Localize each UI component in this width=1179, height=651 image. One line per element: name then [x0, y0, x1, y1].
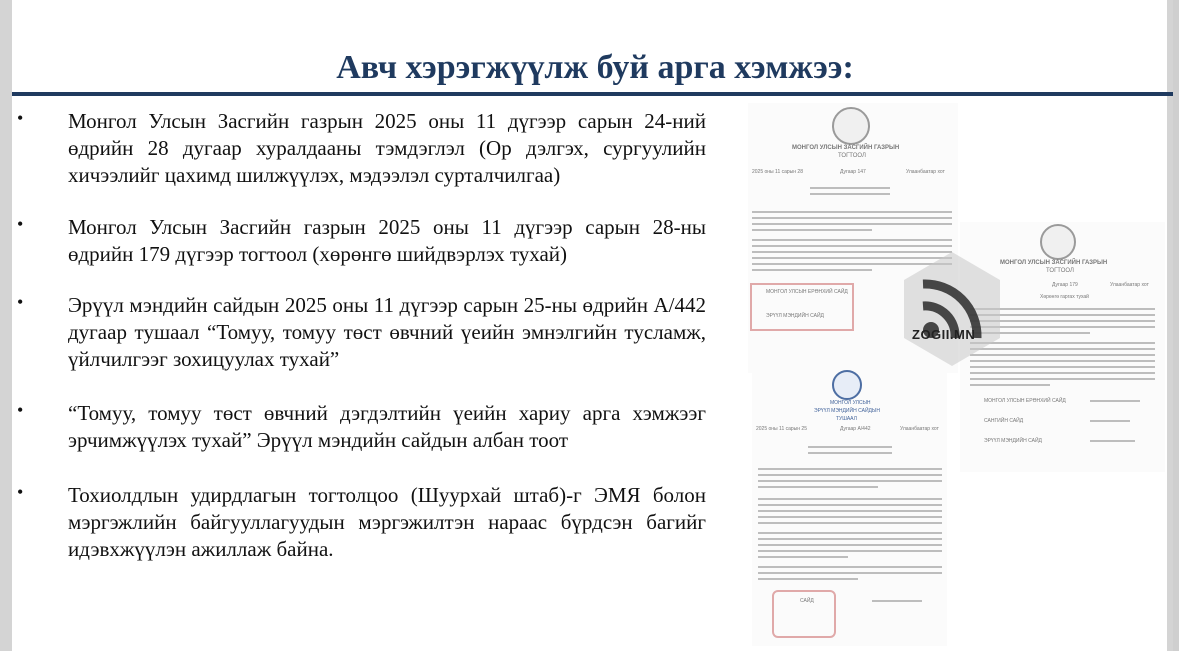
doc-header: МОНГОЛ УЛСЫН	[830, 400, 871, 406]
bullet-text: Эрүүл мэндийн сайдын 2025 оны 11 дүгээр сарын 25-ны өдрийн А/442 дугаар тушаал “Томуу, томуу төст өвчний үеийн эмнэлгийн тусламж, үйлчилгээг зохицуулах тухай”	[68, 293, 706, 371]
doc-place: Улаанбаатар хот	[1110, 282, 1149, 288]
doc-subheader: ТУШААЛ	[836, 416, 857, 422]
doc-subheader: ТОГТООЛ	[838, 153, 866, 159]
doc-number: Дугаар 147	[840, 169, 866, 175]
doc-text-line	[810, 193, 890, 195]
doc-text-line	[758, 550, 942, 552]
doc-text-line	[758, 510, 942, 512]
doc-text-line	[1090, 420, 1130, 422]
doc-text-line	[758, 468, 942, 470]
doc-place: Улаанбаатар хот	[900, 426, 939, 432]
bullet-marker: •	[17, 214, 24, 234]
doc-date: 2025 оны 11 сарын 25	[756, 426, 807, 432]
doc-text-line	[970, 384, 1050, 386]
doc-header: МОНГОЛ УЛСЫН ЗАСГИЙН ГАЗРЫН	[1000, 260, 1108, 266]
bullet-text: Монгол Улсын Засгийн газрын 2025 оны 11 дүгээр сарын 28-ны өдрийн 179 дүгээр тогтоол (хөрөнгө шийдвэрлэх тухай)	[68, 215, 706, 266]
doc-text-line	[758, 538, 942, 540]
watermark-text: ZOGII.MN	[912, 327, 976, 342]
doc-header-secondary: ЭРҮҮЛ МЭНДИЙН САЙДЫН	[814, 408, 880, 414]
bullet-marker: •	[17, 400, 24, 420]
doc-text-line	[758, 480, 942, 482]
doc-text-line	[752, 245, 952, 247]
doc-text-line	[808, 452, 892, 454]
doc-text-line	[758, 566, 942, 568]
doc-date: 2025 оны 11 сарын 28	[752, 169, 803, 175]
doc-text-line	[758, 578, 858, 580]
health-minister-order-doc	[752, 368, 947, 646]
doc-text-line	[758, 474, 942, 476]
state-emblem-icon	[832, 370, 862, 400]
doc-number: Дугаар А/442	[840, 426, 871, 432]
doc-text-line	[752, 217, 952, 219]
doc-text-line	[758, 486, 878, 488]
doc-text-line	[872, 600, 922, 602]
doc-text-line	[758, 556, 848, 558]
doc-text-line	[752, 211, 952, 213]
signature-title: САНГИЙН САЙД	[984, 418, 1024, 424]
bullet-marker: •	[17, 292, 24, 312]
doc-text-line	[758, 516, 942, 518]
right-frame-strip	[1167, 0, 1173, 651]
doc-text-line	[1090, 400, 1140, 402]
left-frame-strip	[0, 0, 12, 651]
doc-subheader: ТОГТООЛ	[1046, 268, 1074, 274]
bullet-marker: •	[17, 482, 24, 502]
doc-text-line	[758, 532, 942, 534]
doc-text-line	[752, 223, 952, 225]
doc-subject: Хөрөнгө гаргах тухай	[1040, 294, 1089, 300]
doc-text-line	[758, 498, 942, 500]
state-emblem-icon	[1040, 224, 1076, 260]
slide-title: Авч хэрэгжүүлж буй арга хэмжээ:	[336, 49, 854, 86]
doc-text-line	[810, 187, 890, 189]
state-emblem-icon	[832, 107, 870, 145]
bullet-marker: •	[17, 108, 24, 128]
doc-text-line	[970, 372, 1155, 374]
signature-title: МОНГОЛ УЛСЫН ЕРӨНХИЙ САЙД	[766, 289, 848, 295]
doc-place: Улаанбаатар хот	[906, 169, 945, 175]
doc-text-line	[758, 504, 942, 506]
doc-text-line	[970, 378, 1155, 380]
rss-feed-icon	[893, 250, 1011, 368]
signature-title: ЭРҮҮЛ МЭНДИЙН САЙД	[766, 313, 824, 319]
doc-text-line	[808, 446, 892, 448]
bullet-text: “Томуу, томуу төст өвчний дэгдэлтийн үеийн хариу арга хэмжээг эрчимжүүлэх тухай” Эрүүл мэндийн сайдын албан тоот	[68, 401, 706, 452]
signature-title: САЙД	[800, 598, 814, 604]
doc-header: МОНГОЛ УЛСЫН ЗАСГИЙН ГАЗРЫН	[792, 145, 900, 151]
doc-text-line	[752, 229, 872, 231]
bullet-text: Тохиолдлын удирдлагын тогтолцоо (Шуурхай штаб)-г ЭМЯ болон мэргэжлийн байгууллагуудын мэргэжилтэн нараас бүрдсэн багийг идэвхжүүлэн ажиллаж байна.	[68, 483, 706, 561]
doc-text-line	[758, 572, 942, 574]
title-divider	[12, 92, 1173, 96]
doc-number: Дугаар 179	[1052, 282, 1078, 288]
signature-title: МОНГОЛ УЛСЫН ЕРӨНХИЙ САЙД	[984, 398, 1066, 404]
doc-text-line	[752, 269, 872, 271]
bullet-text: Монгол Улсын Засгийн газрын 2025 оны 11 дүгээр сарын 24-ний өдрийн 28 дугаар хуралдааны тэмдэглэл (Ор дэлгэх, сургуулийн хичээлийг цахимд шилжүүлэх, мэдээлэл сурталчилгаа)	[68, 109, 706, 187]
signature-title: ЭРҮҮЛ МЭНДИЙН САЙД	[984, 438, 1042, 444]
doc-text-line	[758, 522, 942, 524]
doc-text-line	[1090, 440, 1135, 442]
doc-text-line	[758, 544, 942, 546]
doc-text-line	[752, 239, 952, 241]
